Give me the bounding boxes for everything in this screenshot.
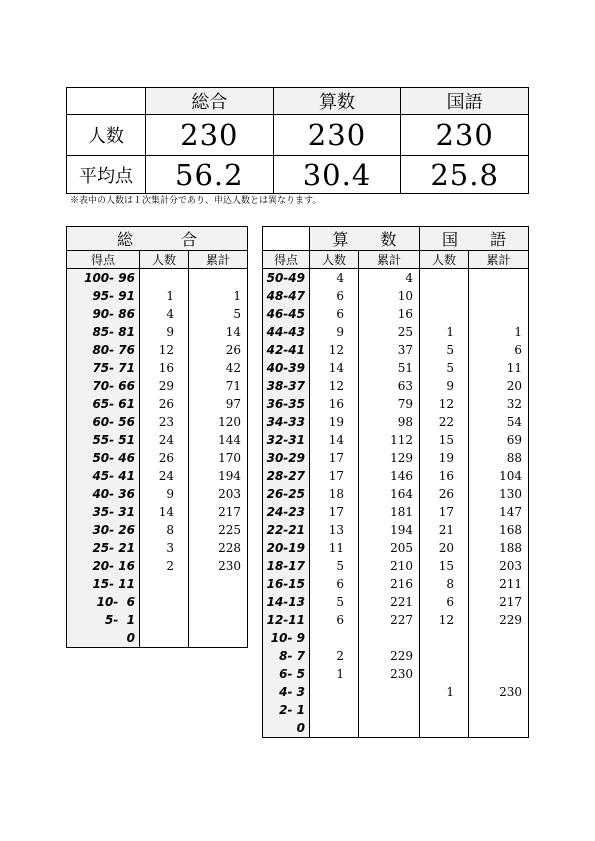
math-count-cell: 5 (310, 557, 359, 575)
table-row (67, 323, 248, 341)
table-row (263, 701, 529, 719)
table-row (67, 269, 248, 288)
japanese-count-cell: 12 (420, 395, 469, 413)
col-header-math-count: 人数 (310, 251, 359, 269)
japanese-cumulative-cell: 130 (469, 485, 529, 503)
japanese-count-cell: 21 (420, 521, 469, 539)
japanese-cumulative-cell: 104 (469, 467, 529, 485)
count-cell: 16 (140, 359, 189, 377)
score-range: 38-37 (263, 377, 310, 395)
table-row (263, 485, 529, 503)
math-count-cell (310, 683, 359, 701)
japanese-count-cell: 8 (420, 575, 469, 593)
score-range: 8- 7 (263, 647, 310, 665)
table-row (263, 269, 529, 288)
score-range: 42-41 (263, 341, 310, 359)
score-range: 100- 96 (67, 269, 140, 288)
japanese-count-cell: 26 (420, 485, 469, 503)
total-table-title: 総 合 (67, 227, 248, 251)
math-cumulative-cell: 4 (359, 269, 420, 288)
math-cumulative-cell: 227 (359, 611, 420, 629)
math-count-cell: 16 (310, 395, 359, 413)
cumulative-cell: 144 (189, 431, 248, 449)
summary-value: 30.4 (273, 156, 401, 194)
japanese-table-title: 国 語 (420, 227, 529, 251)
score-range: 35- 31 (67, 503, 140, 521)
japanese-count-cell: 22 (420, 413, 469, 431)
math-count-cell: 17 (310, 503, 359, 521)
score-range: 4- 3 (263, 683, 310, 701)
count-cell (140, 269, 189, 288)
table-row (67, 539, 248, 557)
score-range: 6- 5 (263, 665, 310, 683)
table-row (263, 665, 529, 683)
score-range: 0 (67, 629, 140, 648)
col-header-score: 得点 (263, 251, 310, 269)
table-row (263, 503, 529, 521)
japanese-count-cell (420, 665, 469, 683)
japanese-count-cell (420, 647, 469, 665)
table-row (67, 377, 248, 395)
count-cell: 23 (140, 413, 189, 431)
score-range: 36-35 (263, 395, 310, 413)
score-range: 48-47 (263, 287, 310, 305)
table-row (263, 431, 529, 449)
count-cell: 8 (140, 521, 189, 539)
math-cumulative-cell: 229 (359, 647, 420, 665)
col-header-cumulative: 累計 (189, 251, 248, 269)
table-row (67, 629, 248, 648)
count-cell: 26 (140, 449, 189, 467)
score-range: 40-39 (263, 359, 310, 377)
math-cumulative-cell (359, 629, 420, 647)
math-cumulative-cell: 51 (359, 359, 420, 377)
table-row (263, 557, 529, 575)
score-range: 20-19 (263, 539, 310, 557)
score-range: 85- 81 (67, 323, 140, 341)
count-cell: 24 (140, 467, 189, 485)
cumulative-cell: 71 (189, 377, 248, 395)
japanese-count-cell: 16 (420, 467, 469, 485)
math-count-cell: 19 (310, 413, 359, 431)
cumulative-cell: 170 (189, 449, 248, 467)
japanese-cumulative-cell (469, 665, 529, 683)
math-cumulative-cell: 146 (359, 467, 420, 485)
math-count-cell: 13 (310, 521, 359, 539)
cumulative-cell: 97 (189, 395, 248, 413)
table-row (263, 377, 529, 395)
table-row (263, 449, 529, 467)
math-cumulative-cell: 194 (359, 521, 420, 539)
japanese-cumulative-cell: 229 (469, 611, 529, 629)
math-count-cell (310, 719, 359, 738)
japanese-cumulative-cell: 1 (469, 323, 529, 341)
japanese-cumulative-cell (469, 647, 529, 665)
math-cumulative-cell: 16 (359, 305, 420, 323)
count-cell (140, 593, 189, 611)
japanese-cumulative-cell: 88 (469, 449, 529, 467)
score-range: 10- 9 (263, 629, 310, 647)
score-range: 45- 41 (67, 467, 140, 485)
math-count-cell: 6 (310, 611, 359, 629)
col-header-math-cumulative: 累計 (359, 251, 420, 269)
japanese-count-cell (420, 287, 469, 305)
math-count-cell: 17 (310, 449, 359, 467)
cumulative-cell: 228 (189, 539, 248, 557)
math-count-cell: 14 (310, 431, 359, 449)
score-range: 65- 61 (67, 395, 140, 413)
japanese-cumulative-cell (469, 719, 529, 738)
math-cumulative-cell: 10 (359, 287, 420, 305)
table-row (263, 629, 529, 647)
japanese-count-cell (420, 269, 469, 288)
score-range: 2- 1 (263, 701, 310, 719)
summary-row-average (67, 156, 529, 194)
cumulative-cell: 14 (189, 323, 248, 341)
summary-value: 56.2 (146, 156, 274, 194)
cumulative-cell: 225 (189, 521, 248, 539)
table-row (67, 557, 248, 575)
score-range: 5- 1 (67, 611, 140, 629)
math-count-cell: 12 (310, 341, 359, 359)
count-cell: 9 (140, 485, 189, 503)
count-cell (140, 611, 189, 629)
table-row (263, 305, 529, 323)
math-count-cell: 6 (310, 287, 359, 305)
score-range: 34-33 (263, 413, 310, 431)
math-count-cell: 17 (310, 467, 359, 485)
table-row (67, 431, 248, 449)
japanese-count-cell: 1 (420, 683, 469, 701)
table-row (67, 503, 248, 521)
score-range: 22-21 (263, 521, 310, 539)
cumulative-cell: 217 (189, 503, 248, 521)
table-row (263, 593, 529, 611)
japanese-cumulative-cell: 203 (469, 557, 529, 575)
math-count-cell: 5 (310, 593, 359, 611)
table-row (67, 467, 248, 485)
japanese-cumulative-cell: 11 (469, 359, 529, 377)
cumulative-cell: 1 (189, 287, 248, 305)
japanese-cumulative-cell: 211 (469, 575, 529, 593)
cumulative-cell: 194 (189, 467, 248, 485)
score-range: 40- 36 (67, 485, 140, 503)
table-row (263, 341, 529, 359)
col-header-japanese-count: 人数 (420, 251, 469, 269)
table-row (263, 287, 529, 305)
table-row (263, 521, 529, 539)
col-header-count: 人数 (140, 251, 189, 269)
japanese-count-cell: 6 (420, 593, 469, 611)
table-row (67, 521, 248, 539)
count-cell: 29 (140, 377, 189, 395)
summary-row-count (67, 115, 529, 156)
math-count-cell: 14 (310, 359, 359, 377)
japanese-count-cell: 15 (420, 557, 469, 575)
japanese-count-cell: 9 (420, 377, 469, 395)
math-count-cell (310, 701, 359, 719)
japanese-cumulative-cell (469, 269, 529, 288)
score-range: 95- 91 (67, 287, 140, 305)
math-cumulative-cell: 221 (359, 593, 420, 611)
summary-header-math: 算数 (273, 88, 401, 115)
table-row (263, 575, 529, 593)
math-cumulative-cell: 63 (359, 377, 420, 395)
math-count-cell: 12 (310, 377, 359, 395)
math-count-cell: 9 (310, 323, 359, 341)
count-cell: 12 (140, 341, 189, 359)
summary-value: 230 (401, 115, 529, 156)
table-row (263, 413, 529, 431)
japanese-count-cell: 19 (420, 449, 469, 467)
summary-header-japanese: 国語 (401, 88, 529, 115)
summary-value: 230 (273, 115, 401, 156)
math-count-cell: 11 (310, 539, 359, 557)
japanese-cumulative-cell (469, 287, 529, 305)
japanese-cumulative-cell (469, 701, 529, 719)
count-cell (140, 575, 189, 593)
math-count-cell: 18 (310, 485, 359, 503)
math-count-cell: 6 (310, 575, 359, 593)
japanese-cumulative-cell (469, 629, 529, 647)
score-range: 0 (263, 719, 310, 738)
japanese-cumulative-cell: 32 (469, 395, 529, 413)
math-cumulative-cell (359, 719, 420, 738)
japanese-count-cell (420, 701, 469, 719)
cumulative-cell: 203 (189, 485, 248, 503)
score-range: 26-25 (263, 485, 310, 503)
score-range: 70- 66 (67, 377, 140, 395)
count-cell: 4 (140, 305, 189, 323)
table-row (263, 359, 529, 377)
score-range: 60- 56 (67, 413, 140, 431)
table-row (67, 413, 248, 431)
score-range: 10- 6 (67, 593, 140, 611)
table-row (67, 575, 248, 593)
score-range: 90- 86 (67, 305, 140, 323)
score-range: 50-49 (263, 269, 310, 288)
table-row (67, 485, 248, 503)
table-row (263, 719, 529, 738)
japanese-count-cell (420, 305, 469, 323)
math-cumulative-cell: 210 (359, 557, 420, 575)
math-cumulative-cell: 79 (359, 395, 420, 413)
cumulative-cell (189, 575, 248, 593)
score-range: 24-23 (263, 503, 310, 521)
cumulative-cell (189, 269, 248, 288)
table-row (67, 611, 248, 629)
japanese-cumulative-cell: 168 (469, 521, 529, 539)
math-cumulative-cell: 37 (359, 341, 420, 359)
cumulative-cell: 230 (189, 557, 248, 575)
table-row (67, 359, 248, 377)
japanese-cumulative-cell: 188 (469, 539, 529, 557)
japanese-cumulative-cell: 230 (469, 683, 529, 701)
japanese-count-cell: 1 (420, 323, 469, 341)
table-row (67, 395, 248, 413)
japanese-cumulative-cell: 6 (469, 341, 529, 359)
table-row (263, 467, 529, 485)
table-row (263, 611, 529, 629)
subject-table-corner (263, 227, 310, 251)
cumulative-cell (189, 593, 248, 611)
math-cumulative-cell: 181 (359, 503, 420, 521)
score-range: 15- 11 (67, 575, 140, 593)
japanese-count-cell (420, 719, 469, 738)
math-cumulative-cell: 25 (359, 323, 420, 341)
japanese-cumulative-cell: 20 (469, 377, 529, 395)
japanese-count-cell: 15 (420, 431, 469, 449)
math-cumulative-cell: 205 (359, 539, 420, 557)
count-cell: 3 (140, 539, 189, 557)
score-range: 12-11 (263, 611, 310, 629)
cumulative-cell (189, 611, 248, 629)
score-range: 18-17 (263, 557, 310, 575)
japanese-cumulative-cell: 217 (469, 593, 529, 611)
math-count-cell: 2 (310, 647, 359, 665)
cumulative-cell: 120 (189, 413, 248, 431)
score-range: 30- 26 (67, 521, 140, 539)
cumulative-cell: 26 (189, 341, 248, 359)
score-range: 25- 21 (67, 539, 140, 557)
score-range: 75- 71 (67, 359, 140, 377)
score-range: 16-15 (263, 575, 310, 593)
table-row (263, 323, 529, 341)
table-row (263, 647, 529, 665)
col-header-score: 得点 (67, 251, 140, 269)
score-range: 30-29 (263, 449, 310, 467)
japanese-count-cell: 17 (420, 503, 469, 521)
japanese-cumulative-cell: 54 (469, 413, 529, 431)
table-row (67, 305, 248, 323)
score-range: 55- 51 (67, 431, 140, 449)
count-cell (140, 629, 189, 648)
table-row (67, 449, 248, 467)
math-cumulative-cell: 164 (359, 485, 420, 503)
count-cell: 24 (140, 431, 189, 449)
japanese-count-cell: 20 (420, 539, 469, 557)
summary-table (66, 87, 529, 194)
math-cumulative-cell: 129 (359, 449, 420, 467)
table-row (263, 539, 529, 557)
math-cumulative-cell: 230 (359, 665, 420, 683)
table-row (67, 287, 248, 305)
count-cell: 9 (140, 323, 189, 341)
subject-distribution-table (262, 226, 529, 738)
japanese-cumulative-cell (469, 305, 529, 323)
summary-corner (67, 88, 146, 115)
score-range: 80- 76 (67, 341, 140, 359)
japanese-count-cell: 5 (420, 341, 469, 359)
japanese-cumulative-cell: 69 (469, 431, 529, 449)
score-range: 20- 16 (67, 557, 140, 575)
count-cell: 2 (140, 557, 189, 575)
table-row (67, 341, 248, 359)
japanese-cumulative-cell: 147 (469, 503, 529, 521)
math-table-title: 算 数 (310, 227, 420, 251)
count-cell: 1 (140, 287, 189, 305)
cumulative-cell: 42 (189, 359, 248, 377)
math-count-cell: 1 (310, 665, 359, 683)
summary-header-total: 総合 (146, 88, 274, 115)
math-cumulative-cell (359, 701, 420, 719)
math-count-cell: 6 (310, 305, 359, 323)
count-cell: 26 (140, 395, 189, 413)
math-cumulative-cell: 98 (359, 413, 420, 431)
count-cell: 14 (140, 503, 189, 521)
col-header-japanese-cumulative: 累計 (469, 251, 529, 269)
score-range: 14-13 (263, 593, 310, 611)
math-cumulative-cell: 112 (359, 431, 420, 449)
math-count-cell (310, 629, 359, 647)
summary-row-label: 人数 (67, 115, 146, 156)
score-range: 46-45 (263, 305, 310, 323)
score-range: 32-31 (263, 431, 310, 449)
score-range: 28-27 (263, 467, 310, 485)
japanese-count-cell (420, 629, 469, 647)
score-range: 44-43 (263, 323, 310, 341)
japanese-count-cell: 12 (420, 611, 469, 629)
summary-row-label: 平均点 (67, 156, 146, 194)
table-row (67, 593, 248, 611)
math-count-cell: 4 (310, 269, 359, 288)
table-row (263, 683, 529, 701)
table-row (263, 395, 529, 413)
summary-value: 25.8 (401, 156, 529, 194)
cumulative-cell: 5 (189, 305, 248, 323)
cumulative-cell (189, 629, 248, 648)
math-cumulative-cell (359, 683, 420, 701)
total-distribution-table (66, 226, 248, 648)
summary-value: 230 (146, 115, 274, 156)
math-cumulative-cell: 216 (359, 575, 420, 593)
japanese-count-cell: 5 (420, 359, 469, 377)
score-range: 50- 46 (67, 449, 140, 467)
footnote: ※表中の人数は１次集計分であり、申込人数とは異なります。 (70, 196, 322, 206)
